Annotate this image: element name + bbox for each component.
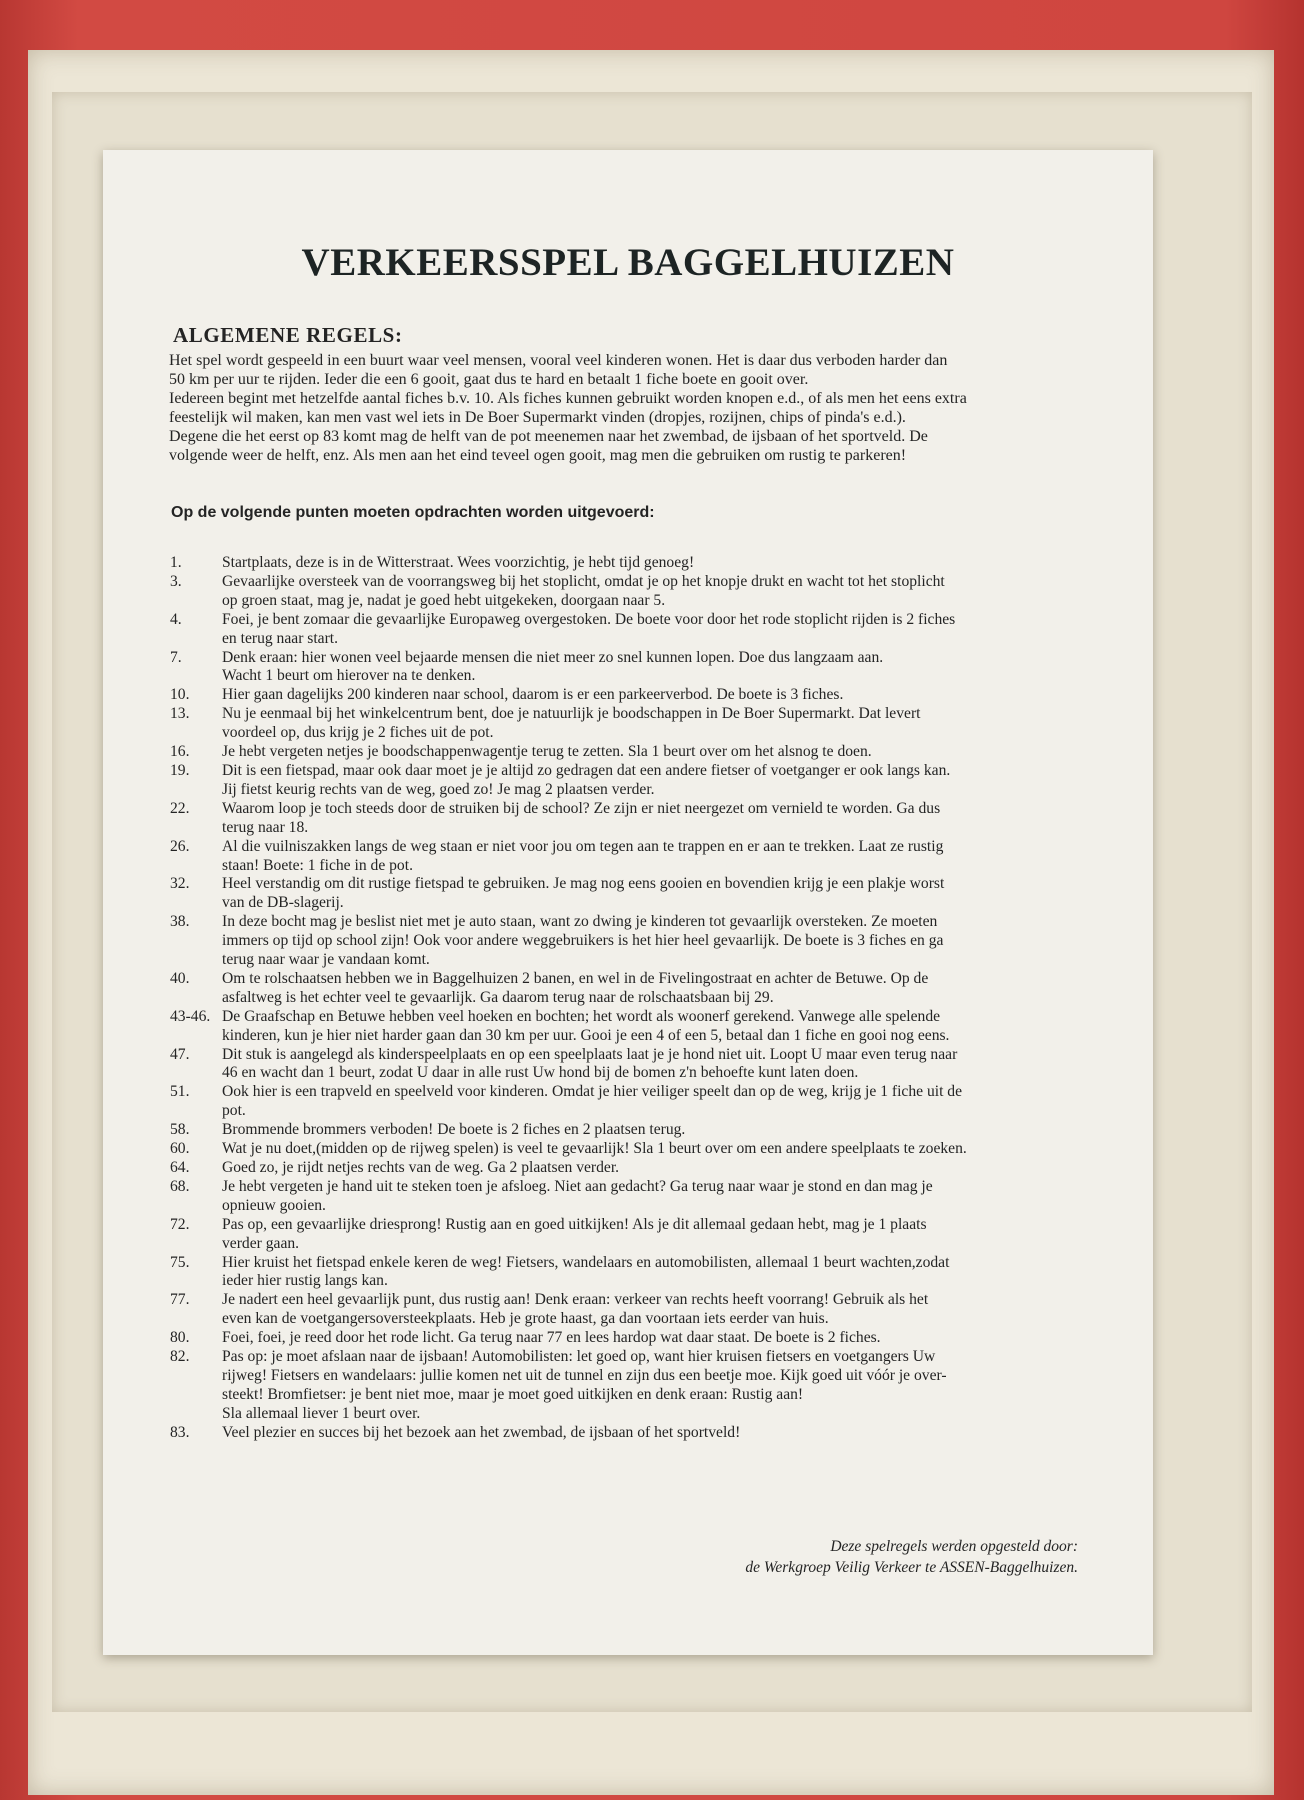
rule-number: 16. (170, 743, 190, 761)
rule-text (222, 838, 1111, 876)
rule-line: staan! Boete: 1 fiche in de pot. (222, 856, 413, 874)
rule-text (222, 913, 1111, 970)
rule-number: 83. (170, 1423, 190, 1441)
rule-line: terug naar 18. (222, 818, 309, 836)
rule-item (166, 611, 1111, 649)
rule-text (222, 1140, 1111, 1159)
rule-number: 7. (170, 648, 182, 666)
rule-line: Jij fietst keurig rechts van de weg, goed zo! Je mag 2 plaatsen verder. (222, 780, 655, 798)
rule-line: Om te rolschaatsen hebben we in Baggelhuizen 2 banen, en wel in de Fivelingostraat en achter de Betuwe. Op de (222, 969, 929, 987)
rule-number: 13. (170, 705, 190, 723)
intro-line: Iedereen begint met hetzelfde aantal fiches b.v. 10. Als fiches kunnen gebruikt worden knopen e.d., of als men het eens extra (169, 390, 967, 407)
rule-number: 38. (170, 913, 190, 931)
tasks-heading: Op de volgende punten moeten opdrachten worden uitgevoerd: (171, 504, 655, 521)
rule-line: rijweg! Fietsers en wandelaars: jullie komen net uit de tunnel en zijn dus een beetje moe. Kijk goed uit vóór je over- (222, 1366, 947, 1384)
rule-line: Dit is een fietspad, maar ook daar moet je je altijd zo gedragen dat een andere fietser of voetganger er ook langs kan. (222, 761, 951, 779)
rule-text (222, 649, 1111, 687)
rule-line: van de DB-slagerij. (222, 894, 344, 912)
rule-line: Foei, je bent zomaar die gevaarlijke Europaweg overgestoken. De boete voor door het rode stoplicht rijden is 2 fiches (222, 610, 956, 628)
rule-line: opnieuw gooien. (222, 1196, 326, 1214)
rule-item (166, 875, 1111, 913)
rule-line: asfaltweg is het echter veel te gevaarlijk. Ga daarom terug naar de rolschaatsbaan bij 29. (222, 988, 774, 1006)
rule-number: 64. (170, 1159, 190, 1176)
rule-text (222, 1291, 1111, 1329)
credit-block (745, 1536, 1078, 1578)
rule-line: Je hebt vergeten je hand uit te steken toen je afsloeg. Niet aan gedacht? Ga terug naar waar je stond en dan mag je (222, 1177, 933, 1195)
rule-line: Sla allemaal liever 1 beurt over. (222, 1404, 421, 1422)
rule-item (166, 800, 1111, 838)
rule-line: Waarom loop je toch steeds door de struiken bij de school? Ze zijn er niet neergezet om vernield te worden. Ga dus (222, 799, 941, 817)
rule-text (222, 762, 1111, 800)
rule-line: immers op tijd op school zijn! Ook voor andere weggebruikers is het hier heel gevaarlijk. De boete is 3 fiches en ga (222, 932, 944, 950)
rule-item (166, 1424, 1111, 1443)
rule-text (222, 1329, 1111, 1348)
rule-line: Nu je eenmaal bij het winkelcentrum bent, doe je natuurlijk je boodschappen in De Boer Supermarkt. Dat levert (222, 705, 921, 723)
rule-item (166, 838, 1111, 876)
rule-line: even kan de voetgangersoversteekplaats. Heb je grote haast, ga dan voortaan iets eerder van huis. (222, 1310, 829, 1328)
rule-number: 4. (170, 610, 182, 628)
rule-number: 82. (170, 1348, 190, 1366)
document-title: VERKEERSSPEL BAGGELHUIZEN (301, 241, 955, 284)
rule-line: Dit stuk is aangelegd als kinderspeelplaats en op een speelplaats laat je je hond niet uit. Loopt U maar even terug naar (222, 1045, 958, 1063)
rule-line: kinderen, kun je hier niet harder gaan dan 30 km per uur. Gooi je een 4 of een 5, betaal dan 1 fiche en gooi nog eens. (222, 1026, 950, 1044)
rule-text (222, 875, 1111, 913)
rule-text (222, 1083, 1111, 1121)
rule-line: Startplaats, deze is in de Witterstraat. Wees voorzichtig, je hebt tijd genoeg! (222, 554, 695, 571)
rule-item (166, 1046, 1111, 1084)
rule-text (222, 1046, 1111, 1084)
rule-text (222, 1216, 1111, 1254)
rule-item (166, 970, 1111, 1008)
rule-text (222, 1159, 1111, 1178)
rule-item (166, 762, 1111, 800)
credit-line: de Werkgroep Veilig Verkeer te ASSEN-Baggelhuizen. (745, 1559, 1078, 1576)
rule-item (166, 1216, 1111, 1254)
intro-line: Degene die het eerst op 83 komt mag de helft van de pot meenemen naar het zwembad, de ijsbaan of het sportveld. De (169, 428, 928, 445)
rule-item (166, 1083, 1111, 1121)
rules-sheet (103, 150, 1153, 1655)
rule-line: Pas op: je moet afslaan naar de ijsbaan! Automobilisten: let goed op, want hier kruisen fietsers en voetgangers Uw (222, 1348, 936, 1366)
rule-line: steekt! Bromfietser: je bent niet moe, maar je moet goed uitkijken en denk eraan: Rustig aan! (222, 1385, 804, 1403)
general-rules-heading: ALGEMENE REGELS: (173, 323, 403, 347)
rule-line: Heel verstandig om dit rustige fietspad te gebruiken. Je mag nog eens gooien en bovendien krijg je een plakje worst (222, 875, 945, 893)
rule-line: Hier kruist het fietspad enkele keren de weg! Fietsers, wandelaars en automobilisten, allemaal 1 beurt wachten,zodat (222, 1253, 950, 1271)
rule-number: 80. (170, 1329, 190, 1347)
rule-line: Hier gaan dagelijks 200 kinderen naar school, daarom is er een parkeerverbod. De boete is 3 fiches. (222, 686, 844, 704)
rule-item (166, 1140, 1111, 1159)
rule-line: Gevaarlijke oversteek van de voorrangsweg bij het stoplicht, omdat je op het knopje drukt en wacht tot het stoplicht (222, 572, 945, 590)
rule-item (166, 554, 1111, 573)
rule-line: Goed zo, je rijdt netjes rechts van de weg. Ga 2 plaatsen verder. (222, 1159, 620, 1176)
rule-number: 40. (170, 969, 190, 987)
rule-number: 26. (170, 837, 190, 855)
rule-number: 77. (170, 1291, 190, 1309)
rule-number: 72. (170, 1215, 190, 1233)
rule-item (166, 1329, 1111, 1348)
rule-number: 43-46. (170, 1007, 211, 1025)
rule-item (166, 1159, 1111, 1178)
rule-number: 22. (170, 799, 190, 817)
rule-line: Je hebt vergeten netjes je boodschappenwagentje terug te zetten. Sla 1 beurt over om het alsnog te doen. (222, 743, 872, 761)
rule-text (222, 1008, 1111, 1046)
rule-text (222, 611, 1111, 649)
rule-text (222, 1254, 1111, 1292)
rule-item (166, 1348, 1111, 1424)
rule-line: Denk eraan: hier wonen veel bejaarde mensen die niet meer zo snel kunnen lopen. Doe dus langzaam aan. (222, 648, 884, 666)
rule-item (166, 1254, 1111, 1292)
rule-item (166, 649, 1111, 687)
rule-item (166, 913, 1111, 970)
rule-line: ieder hier rustig langs kan. (222, 1272, 388, 1290)
rule-line: Foei, foei, je reed door het rode licht. Ga terug naar 77 en lees hardop wat daar staat. De boete is 2 fiches. (222, 1329, 881, 1347)
rule-item (166, 705, 1111, 743)
rules-list (166, 554, 1111, 1443)
rule-line: Wacht 1 beurt om hierover na te denken. (222, 667, 476, 685)
rule-line: Al die vuilniszakken langs de weg staan er niet voor jou om tegen aan te trappen en er aan te trekken. Laat ze rustig (222, 837, 944, 855)
rule-line: Pas op, een gevaarlijke driesprong! Rustig aan en goed uitkijken! Als je dit allemaal gedaan hebt, mag je 1 plaats (222, 1215, 927, 1233)
credit-line: Deze spelregels werden opgesteld door: (830, 1538, 1078, 1555)
rule-text (222, 743, 1111, 762)
rule-line: voordeel op, dus krijg je 2 fiches uit de pot. (222, 724, 494, 742)
rule-number: 51. (170, 1083, 190, 1101)
rule-text (222, 1178, 1111, 1216)
rule-number: 60. (170, 1140, 190, 1158)
rule-item (166, 686, 1111, 705)
rule-number: 58. (170, 1121, 190, 1139)
rule-number: 19. (170, 761, 190, 779)
rule-text (222, 554, 1111, 573)
intro-line: 50 km per uur te rijden. Ieder die een 6 gooit, gaat dus te hard en betaalt 1 fiche boete en gooit over. (169, 371, 809, 388)
rule-number: 47. (170, 1045, 190, 1063)
rule-text (222, 970, 1111, 1008)
rule-item (166, 1178, 1111, 1216)
rule-text (222, 573, 1111, 611)
rule-line: verder gaan. (222, 1234, 300, 1252)
rule-line: terug naar waar je vandaan komt. (222, 951, 430, 969)
rule-item (166, 743, 1111, 762)
rule-text (222, 1424, 1111, 1443)
rule-line: Ook hier is een trapveld en speelveld voor kinderen. Omdat je hier veiliger speelt dan op de weg, krijg je 1 fiche uit de (222, 1083, 963, 1101)
intro-line: volgende weer de helft, enz. Als men aan het eind teveel ogen gooit, mag men die gebruiken om rustig te parkeren! (169, 447, 907, 464)
rule-item (166, 1121, 1111, 1140)
rule-line: op groen staat, mag je, nadat je goed hebt uitgekeken, doorgaan naar 5. (222, 591, 666, 609)
rule-line: Wat je nu doet,(midden op de rijweg spelen) is veel te gevaarlijk! Sla 1 beurt over om een andere speelplaats te zoeken. (222, 1140, 967, 1158)
rule-text (222, 1348, 1111, 1424)
rule-line: De Graafschap en Betuwe hebben veel hoeken en bochten; het wordt als woonerf gerekend. Vanwege alle spelende (222, 1007, 941, 1025)
rule-line: Veel plezier en succes bij het bezoek aan het zwembad, de ijsbaan of het sportveld! (222, 1423, 741, 1441)
rule-line: pot. (222, 1102, 246, 1120)
rule-text (222, 686, 1111, 705)
rule-number: 3. (170, 572, 182, 590)
rule-line: 46 en wacht dan 1 beurt, zodat U daar in alle rust Uw hond bij de bomen z'n behoefte kunt laten doen. (222, 1064, 859, 1082)
rule-item (166, 1291, 1111, 1329)
rule-line: Brommende brommers verboden! De boete is 2 fiches en 2 plaatsen terug. (222, 1121, 686, 1139)
rule-number: 75. (170, 1253, 190, 1271)
intro-paragraph (169, 351, 1104, 465)
rule-line: Je nadert een heel gevaarlijk punt, dus rustig aan! Denk eraan: verkeer van rechts heeft voorrang! Gebruik als het (222, 1291, 929, 1309)
rule-text (222, 705, 1111, 743)
intro-line: Het spel wordt gespeeld in een buurt waar veel mensen, vooral veel kinderen wonen. Het is daar dus verboden harder dan (169, 352, 948, 369)
rule-line: en terug naar start. (222, 629, 339, 647)
rule-number: 32. (170, 875, 190, 893)
rule-text (222, 1121, 1111, 1140)
rule-text (222, 800, 1111, 838)
rule-number: 10. (170, 686, 190, 704)
rule-item (166, 573, 1111, 611)
rule-number: 1. (170, 554, 182, 571)
rule-number: 68. (170, 1177, 190, 1195)
rule-item (166, 1008, 1111, 1046)
rule-line: In deze bocht mag je beslist niet met je auto staan, want zo dwing je kinderen tot gevaarlijk oversteken. Ze moeten (222, 913, 938, 931)
intro-line: feestelijk wil maken, kan men vast wel iets in De Boer Supermarkt vinden (dropjes, rozijnen, chips of pinda's e.d.). (169, 409, 906, 426)
